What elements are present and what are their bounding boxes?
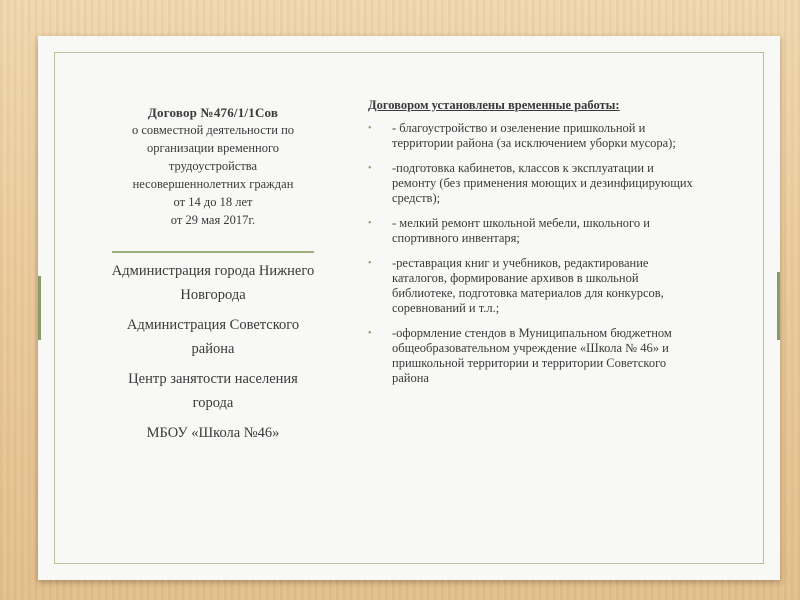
work-item-text: - мелкий ремонт школьной мебели, школьного и спортивного инвентаря;	[392, 216, 650, 245]
contract-line: от 14 до 18 лет	[173, 195, 253, 209]
contract-line: несовершеннолетних граждан	[132, 177, 294, 191]
contract-line: организации временного	[146, 141, 280, 155]
work-item	[368, 161, 698, 206]
contract-column	[108, 104, 318, 445]
contract-line: трудоустройства	[168, 159, 258, 173]
contract-line: от 29 мая 2017г.	[170, 213, 256, 227]
bullet-icon: •	[368, 218, 372, 229]
left-accent-bar	[38, 276, 41, 340]
bullet-icon: •	[368, 328, 372, 339]
work-item	[368, 121, 698, 151]
right-accent-bar	[777, 272, 780, 340]
contract-title: Договор №476/1/1Сов	[147, 105, 279, 120]
slide	[38, 36, 780, 580]
organization-nn-city: Администрация города Нижнего Новгорода	[111, 263, 315, 303]
organization-school-46: МБОУ «Школа №46»	[146, 425, 280, 441]
work-item-text: -подготовка кабинетов, классов к эксплуатации и ремонту (без применения моющих и дезинфицирующих средств);	[392, 161, 693, 205]
organization-employment-center: Центр занятости населения города	[128, 371, 298, 411]
work-item-text: -оформление стендов в Муниципальном бюджетном общеобразовательном учреждение «Школа № 46» и пришкольной территории и территории Советского района	[392, 326, 672, 385]
works-column	[368, 98, 698, 396]
bullet-icon: •	[368, 123, 372, 134]
bullet-icon: •	[368, 258, 372, 269]
work-item	[368, 216, 698, 246]
work-item-text: -реставрация книг и учебников, редактирование каталогов, формирование архивов в школьной библиотеке, подготовка материалов для конкурсов, соревнований и т.л.;	[392, 256, 664, 315]
work-item	[368, 326, 698, 386]
divider	[112, 251, 314, 253]
work-item	[368, 256, 698, 316]
contract-line: о совместной деятельности по	[131, 123, 295, 137]
organization-sovetsky-district: Администрация Советского района	[126, 317, 300, 357]
works-heading: Договором установлены временные работы:	[368, 98, 620, 112]
bullet-icon: •	[368, 163, 372, 174]
work-item-text: - благоустройство и озеленение пришкольной и территории района (за исключением уборки мусора);	[392, 121, 676, 150]
